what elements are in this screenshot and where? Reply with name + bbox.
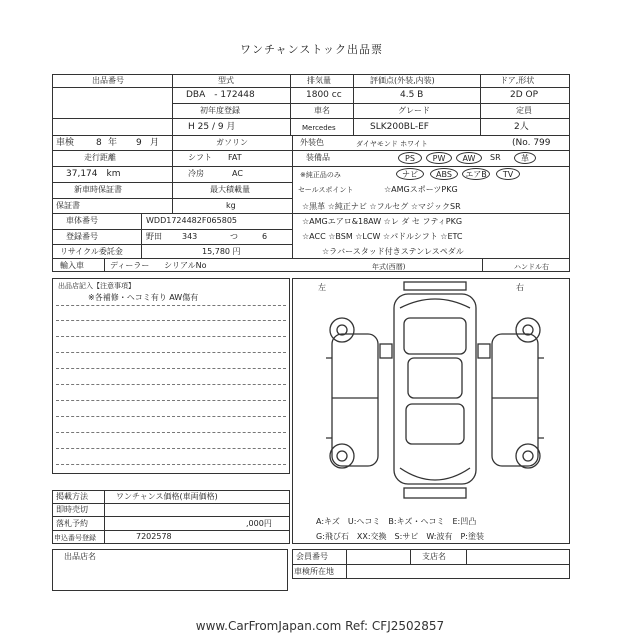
car-name-value: Mercedes	[302, 124, 336, 132]
diagram-left-label: 左	[318, 283, 326, 292]
equip-leather-badge: 革	[514, 152, 536, 164]
exterior-color-label: 外装色	[300, 138, 324, 147]
mileage-value: 37,174 km	[66, 169, 121, 179]
car-name-label: 車名	[314, 106, 330, 115]
serial-number-label: シリアルNo	[164, 261, 207, 270]
import-car-label: 輸入車	[60, 261, 84, 270]
model-year-label: 年式(西暦)	[372, 263, 406, 271]
listing-method-label: 掲載方法	[56, 492, 88, 501]
capacity-label: 定員	[516, 106, 532, 115]
inspection-year-unit: 年	[108, 138, 118, 148]
plate-number: 6	[262, 232, 268, 241]
recycle-fee-label: リサイクル委託金	[60, 247, 123, 256]
grade-label: グレード	[398, 106, 430, 115]
sales-point-1: ☆AMGスポーツPKG	[384, 185, 458, 194]
sales-point-5: ☆ラバースタッド付きステンレスペダル	[322, 247, 464, 256]
equip-airbag-badge: エアB	[462, 168, 490, 180]
dealer-label: ディーラー	[110, 261, 150, 270]
inspection-year: 8	[96, 138, 102, 148]
contract-reserve-label: 落札予約	[56, 519, 88, 528]
inspection-month: 9	[136, 138, 142, 148]
sales-point-4: ☆ACC ☆BSM ☆LCW ☆パドルシフト ☆ETC	[302, 232, 463, 241]
inspection-label: 車検	[56, 138, 75, 148]
equip-navi-badge: ナビ	[396, 168, 424, 180]
shift-value: FAT	[228, 153, 242, 162]
notes-header: 出品店記入【注意事項】	[58, 282, 135, 290]
sales-point-3: ☆AMGエアロ&18AW ☆レ ダ セ フティPKG	[302, 217, 463, 226]
color-code: (No. 799	[512, 138, 551, 148]
capacity-value: 2人	[514, 122, 529, 132]
buy-now-label: 即時売切	[56, 505, 88, 514]
notes-box	[52, 278, 290, 474]
fuel-value: ガソリン	[216, 138, 248, 147]
chassis-number-label: 車体番号	[66, 216, 98, 225]
sales-point-2: ☆黒革 ☆純正ナビ ☆フルセグ ☆マジックSR	[302, 202, 461, 211]
plate-area: 野田	[146, 232, 162, 241]
evaluation-label: 評価点(外装,内装)	[370, 76, 435, 85]
displacement-label: 排気量	[307, 76, 331, 85]
equip-tv-badge: TV	[496, 168, 520, 180]
inspection-month-unit: 月	[150, 138, 160, 148]
diagram-right-label: 右	[516, 283, 524, 292]
equip-aw-badge: AW	[456, 152, 482, 164]
store-name-label: 出品店名	[64, 552, 96, 561]
plate-class: 343	[182, 232, 198, 241]
legend-line-2: G:飛び石 XX:交換 S:サビ W:波有 P:塗装	[316, 532, 484, 541]
model-code-label: 型式	[218, 76, 234, 85]
equip-ps-badge: PS	[398, 152, 422, 164]
recycle-fee-value: 15,780 円	[202, 247, 241, 256]
equip-sr-badge: SR	[490, 153, 501, 162]
first-registration-label: 初年度登録	[200, 106, 240, 115]
member-number-label: 会員番号	[296, 552, 328, 561]
car-damage-diagram	[296, 278, 574, 514]
equipment-label: 装備品	[306, 153, 330, 162]
sales-point-label: セールスポイント	[298, 186, 354, 194]
door-shape-label: ドア,形状	[500, 76, 535, 85]
exterior-color-value: ダイヤモンド ホワイト	[356, 140, 428, 148]
model-code-value: DBA - 172448	[186, 90, 255, 100]
air-conditioner-value: AC	[232, 169, 243, 178]
trade-number-value: 7202578	[136, 532, 172, 541]
max-load-label: 最大積載量	[210, 185, 250, 194]
warranty-label: 保証書	[56, 201, 80, 210]
page-title: ワンチャンストック出品票	[240, 43, 384, 56]
new-car-manual-label: 新車時保証書	[74, 185, 122, 194]
door-shape-value: 2D OP	[510, 90, 539, 100]
equip-pw-badge: PW	[426, 152, 452, 164]
air-conditioner-label: 冷房	[188, 169, 204, 178]
branch-name-label: 支店名	[422, 552, 446, 561]
notes-line-1: ※各補修・ヘコミ有り AW傷有	[88, 293, 199, 302]
registration-number-label: 登録番号	[66, 232, 98, 241]
footer-reference: www.CarFromJapan.com Ref: CFJ2502857	[195, 619, 445, 633]
grade-value: SLK200BL-EF	[370, 122, 429, 132]
evaluation-value: 4.5 B	[400, 90, 424, 100]
chassis-number-value: WDD1724482F065805	[146, 216, 237, 225]
genuine-only-label: ※純正品のみ	[300, 171, 341, 179]
vehicle-location-label: 車検所在地	[294, 567, 334, 576]
steering-right-label: ハンドル右	[514, 263, 549, 271]
first-registration-value: H 25 / 9 月	[188, 122, 236, 132]
shift-label: シフト	[188, 153, 212, 162]
displacement-value: 1800 cc	[306, 90, 342, 100]
lot-number-label: 出品番号	[92, 76, 124, 85]
equip-abs-badge: ABS	[430, 168, 458, 180]
price-suffix: ,000円	[246, 519, 272, 528]
max-load-unit: kg	[226, 201, 236, 210]
plate-kana: つ	[230, 232, 238, 241]
listing-method-value: ワンチャンス価格(車両価格)	[116, 492, 218, 501]
legend-line-1: A:キズ U:ヘコミ B:キズ・ヘコミ E:凹凸	[316, 517, 477, 526]
trade-number-label: 申込番号登録	[54, 534, 96, 542]
mileage-label: 走行距離	[84, 153, 116, 162]
